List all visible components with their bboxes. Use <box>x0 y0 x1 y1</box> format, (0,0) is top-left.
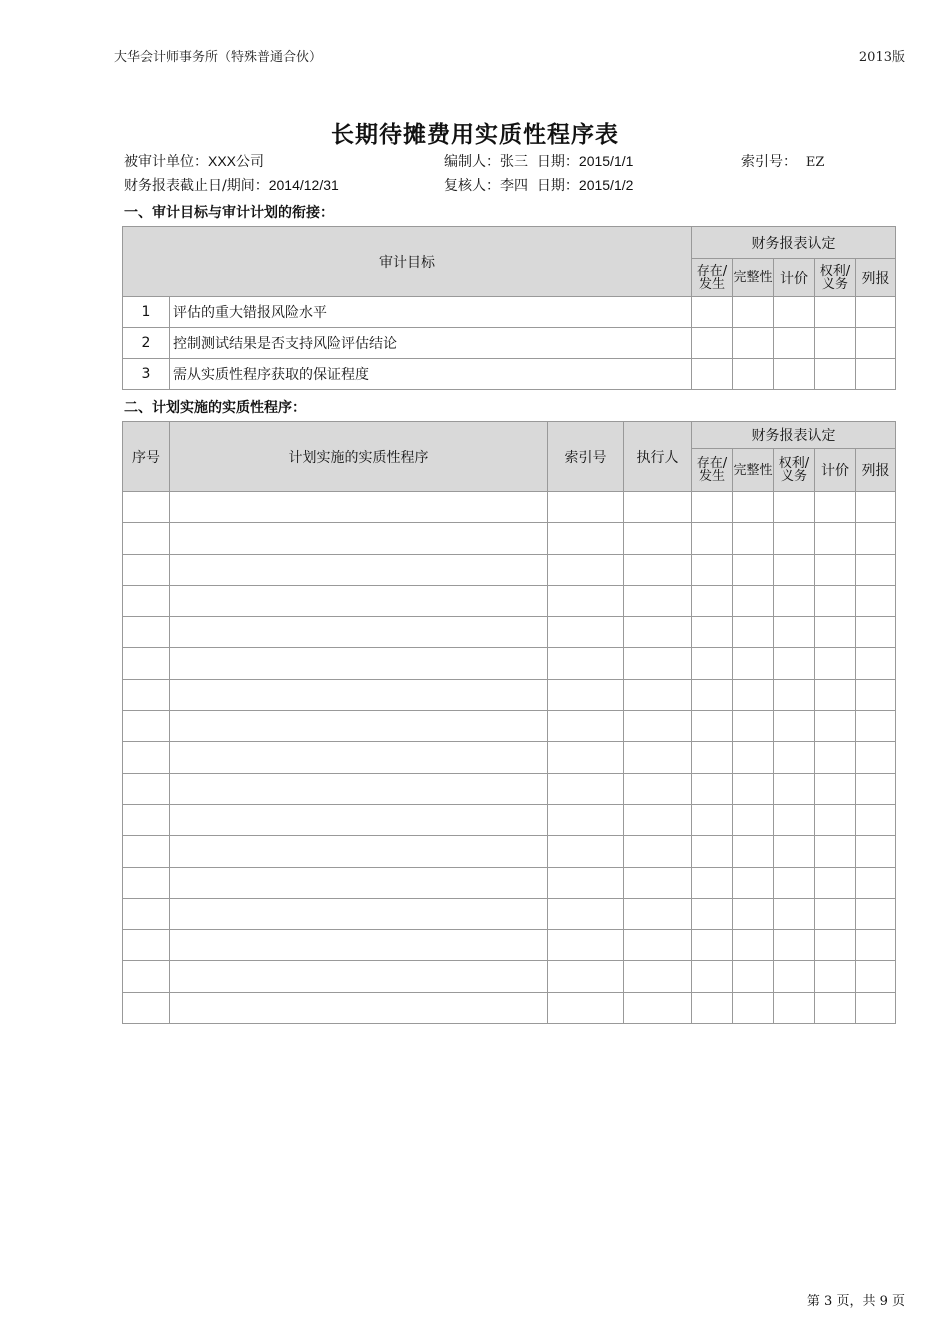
cell[interactable] <box>733 836 774 867</box>
cell[interactable] <box>856 742 896 773</box>
cell[interactable] <box>624 961 692 992</box>
cell[interactable] <box>692 930 733 961</box>
objective-header: 审计目标 <box>123 227 692 297</box>
cell[interactable] <box>692 961 733 992</box>
section2-heading: 二、计划实施的实质性程序： <box>124 400 306 416</box>
cell[interactable] <box>815 773 856 804</box>
cell[interactable] <box>733 297 774 328</box>
cell[interactable] <box>692 898 733 929</box>
cell[interactable] <box>692 992 733 1023</box>
table-row <box>123 679 896 710</box>
cell[interactable] <box>733 867 774 898</box>
cell[interactable] <box>170 585 548 616</box>
cell[interactable] <box>856 648 896 679</box>
row-text: 需从实质性程序获取的保证程度 <box>170 359 692 390</box>
cell[interactable] <box>815 328 856 359</box>
table-row <box>123 898 896 929</box>
assertion-existence: 存在/发生 <box>692 449 733 492</box>
cell[interactable] <box>774 523 815 554</box>
cell[interactable] <box>548 992 624 1023</box>
cell[interactable] <box>733 359 774 390</box>
cell[interactable] <box>733 773 774 804</box>
assertion-completeness: 完整性 <box>733 259 774 297</box>
cell[interactable] <box>170 961 548 992</box>
cell[interactable] <box>624 804 692 835</box>
table-row <box>123 867 896 898</box>
objectives-table <box>122 226 896 390</box>
cell[interactable] <box>815 523 856 554</box>
cell[interactable] <box>170 773 548 804</box>
cell[interactable] <box>548 773 624 804</box>
cell[interactable] <box>624 554 692 585</box>
assertion-rights: 权利/义务 <box>815 259 856 297</box>
cell[interactable] <box>733 585 774 616</box>
row-text: 评估的重大错报风险水平 <box>170 297 692 328</box>
version-label: 2013版 <box>858 50 905 65</box>
cell[interactable] <box>856 773 896 804</box>
assertion-valuation: 计价 <box>815 449 856 492</box>
cell[interactable] <box>692 297 733 328</box>
cell[interactable] <box>548 711 624 742</box>
cell[interactable] <box>774 617 815 648</box>
reviewer-date: 2015/1/2 <box>578 177 634 193</box>
cell[interactable] <box>123 648 170 679</box>
cell[interactable] <box>170 648 548 679</box>
cell[interactable] <box>692 492 733 523</box>
cell[interactable] <box>170 711 548 742</box>
cell[interactable] <box>815 679 856 710</box>
cell[interactable] <box>774 328 815 359</box>
cell[interactable] <box>856 523 896 554</box>
cell[interactable] <box>548 523 624 554</box>
cell[interactable] <box>733 328 774 359</box>
cell[interactable] <box>123 679 170 710</box>
cell[interactable] <box>856 297 896 328</box>
cell[interactable] <box>548 836 624 867</box>
cell[interactable] <box>815 867 856 898</box>
cell[interactable] <box>123 492 170 523</box>
cell[interactable] <box>856 930 896 961</box>
cell[interactable] <box>692 648 733 679</box>
table-row <box>123 554 896 585</box>
cell[interactable] <box>774 836 815 867</box>
cell[interactable] <box>692 585 733 616</box>
cell[interactable] <box>170 992 548 1023</box>
cell[interactable] <box>123 867 170 898</box>
cell[interactable] <box>624 648 692 679</box>
cell[interactable] <box>548 585 624 616</box>
cell[interactable] <box>815 898 856 929</box>
cell[interactable] <box>123 992 170 1023</box>
cell[interactable] <box>170 554 548 585</box>
no-header: 序号 <box>123 422 170 492</box>
cell[interactable] <box>692 328 733 359</box>
period-label: 财务报表截止日/期间： <box>124 178 269 194</box>
cell[interactable] <box>774 585 815 616</box>
cell[interactable] <box>624 523 692 554</box>
cell[interactable] <box>624 711 692 742</box>
index-line <box>741 151 824 171</box>
cell[interactable] <box>856 492 896 523</box>
cell[interactable] <box>624 742 692 773</box>
cell[interactable] <box>774 679 815 710</box>
cell[interactable] <box>548 867 624 898</box>
cell[interactable] <box>856 898 896 929</box>
cell[interactable] <box>856 554 896 585</box>
table-row <box>123 523 896 554</box>
cell[interactable] <box>548 492 624 523</box>
cell[interactable] <box>170 867 548 898</box>
cell[interactable] <box>815 585 856 616</box>
auditee-value: XXX公司 <box>208 153 265 169</box>
cell[interactable] <box>815 930 856 961</box>
table-row <box>123 742 896 773</box>
cell[interactable] <box>624 867 692 898</box>
section1-heading: 一、审计目标与审计计划的衔接： <box>124 205 334 221</box>
cell[interactable] <box>123 585 170 616</box>
assertion-presentation: 列报 <box>856 449 896 492</box>
cell[interactable] <box>692 804 733 835</box>
cell[interactable] <box>856 617 896 648</box>
executor-header: 执行人 <box>624 422 692 492</box>
cell[interactable] <box>733 679 774 710</box>
table-row <box>123 585 896 616</box>
cell[interactable] <box>624 617 692 648</box>
cell[interactable] <box>815 648 856 679</box>
cell[interactable] <box>548 617 624 648</box>
assertions-header: 财务报表认定 <box>692 422 896 449</box>
cell[interactable] <box>692 523 733 554</box>
cell[interactable] <box>774 711 815 742</box>
cell[interactable] <box>815 297 856 328</box>
cell[interactable] <box>733 898 774 929</box>
preparer-label: 编制人：张三 <box>444 154 528 170</box>
cell[interactable] <box>733 930 774 961</box>
cell[interactable] <box>548 898 624 929</box>
cell[interactable] <box>733 617 774 648</box>
cell[interactable] <box>123 804 170 835</box>
assertion-completeness: 完整性 <box>733 449 774 492</box>
cell[interactable] <box>170 836 548 867</box>
reviewer-line <box>444 175 633 195</box>
cell[interactable] <box>123 554 170 585</box>
cell[interactable] <box>123 523 170 554</box>
period-value: 2014/12/31 <box>268 177 339 193</box>
cell[interactable] <box>548 742 624 773</box>
reviewer-date-label: 日期： <box>536 178 579 194</box>
cell[interactable] <box>123 930 170 961</box>
cell[interactable] <box>774 492 815 523</box>
cell[interactable] <box>548 648 624 679</box>
cell[interactable] <box>123 773 170 804</box>
cell[interactable] <box>123 617 170 648</box>
cell[interactable] <box>170 804 548 835</box>
cell[interactable] <box>123 742 170 773</box>
auditee-label: 被审计单位： <box>124 154 208 170</box>
preparer-date: 2015/1/1 <box>578 153 634 169</box>
cell[interactable] <box>123 961 170 992</box>
cell[interactable] <box>815 961 856 992</box>
procedures-table <box>122 421 896 1024</box>
cell[interactable] <box>170 523 548 554</box>
table-row <box>123 836 896 867</box>
cell[interactable] <box>692 742 733 773</box>
cell[interactable] <box>774 359 815 390</box>
cell[interactable] <box>624 679 692 710</box>
assertion-existence: 存在/发生 <box>692 259 733 297</box>
table-row <box>123 930 896 961</box>
cell[interactable] <box>692 359 733 390</box>
table-row <box>123 492 896 523</box>
cell[interactable] <box>856 867 896 898</box>
cell[interactable] <box>170 617 548 648</box>
table-row <box>123 804 896 835</box>
cell[interactable] <box>733 648 774 679</box>
table-row <box>123 328 896 359</box>
assertions-header: 财务报表认定 <box>692 227 896 259</box>
cell[interactable] <box>123 836 170 867</box>
cell[interactable] <box>548 804 624 835</box>
cell[interactable] <box>624 930 692 961</box>
index-label: 索引号： <box>741 154 797 170</box>
cell[interactable] <box>774 930 815 961</box>
preparer-line <box>444 151 633 171</box>
index-value: EZ <box>805 155 825 170</box>
cell[interactable] <box>815 836 856 867</box>
cell[interactable] <box>624 773 692 804</box>
row-number: 1 <box>123 297 170 328</box>
table-row <box>123 648 896 679</box>
cell[interactable] <box>774 867 815 898</box>
page-number: 第 3 页，共 9 页 <box>806 1294 905 1309</box>
cell[interactable] <box>733 523 774 554</box>
cell[interactable] <box>856 359 896 390</box>
period-line <box>124 175 339 195</box>
cell[interactable] <box>774 297 815 328</box>
cell[interactable] <box>856 711 896 742</box>
table-row <box>123 297 896 328</box>
cell[interactable] <box>170 898 548 929</box>
cell[interactable] <box>774 898 815 929</box>
cell[interactable] <box>815 554 856 585</box>
cell[interactable] <box>856 804 896 835</box>
cell[interactable] <box>692 679 733 710</box>
cell[interactable] <box>774 554 815 585</box>
assertion-rights: 权利/义务 <box>774 449 815 492</box>
cell[interactable] <box>774 961 815 992</box>
cell[interactable] <box>774 992 815 1023</box>
cell[interactable] <box>733 992 774 1023</box>
cell[interactable] <box>170 679 548 710</box>
assertion-valuation: 计价 <box>774 259 815 297</box>
cell[interactable] <box>692 554 733 585</box>
cell[interactable] <box>692 711 733 742</box>
cell[interactable] <box>123 898 170 929</box>
cell[interactable] <box>548 961 624 992</box>
row-number: 3 <box>123 359 170 390</box>
table-row <box>123 617 896 648</box>
reviewer-label: 复核人：李四 <box>444 178 528 194</box>
preparer-date-label: 日期： <box>536 154 579 170</box>
cell[interactable] <box>624 585 692 616</box>
table-row <box>123 961 896 992</box>
cell[interactable] <box>815 804 856 835</box>
row-number: 2 <box>123 328 170 359</box>
table-row <box>123 773 896 804</box>
cell[interactable] <box>815 617 856 648</box>
cell[interactable] <box>733 554 774 585</box>
cell[interactable] <box>548 554 624 585</box>
cell[interactable] <box>624 492 692 523</box>
table-row <box>123 359 896 390</box>
cell[interactable] <box>815 359 856 390</box>
cell[interactable] <box>856 585 896 616</box>
cell[interactable] <box>856 328 896 359</box>
index-header: 索引号 <box>548 422 624 492</box>
cell[interactable] <box>815 711 856 742</box>
firm-name: 大华会计师事务所（特殊普通合伙） <box>114 50 323 65</box>
cell[interactable] <box>815 992 856 1023</box>
page-title: 长期待摊费用实质性程序表 <box>331 122 619 148</box>
cell[interactable] <box>774 804 815 835</box>
cell[interactable] <box>692 867 733 898</box>
cell[interactable] <box>856 992 896 1023</box>
cell[interactable] <box>733 961 774 992</box>
cell[interactable] <box>123 711 170 742</box>
cell[interactable] <box>733 711 774 742</box>
auditee-line <box>124 151 264 171</box>
cell[interactable] <box>774 648 815 679</box>
cell[interactable] <box>774 773 815 804</box>
cell[interactable] <box>856 679 896 710</box>
cell[interactable] <box>170 742 548 773</box>
cell[interactable] <box>733 804 774 835</box>
assertion-presentation: 列报 <box>856 259 896 297</box>
cell[interactable] <box>624 836 692 867</box>
cell[interactable] <box>856 961 896 992</box>
table-row <box>123 992 896 1023</box>
cell[interactable] <box>692 617 733 648</box>
row-text: 控制测试结果是否支持风险评估结论 <box>170 328 692 359</box>
cell[interactable] <box>624 898 692 929</box>
procedure-header: 计划实施的实质性程序 <box>170 422 548 492</box>
cell[interactable] <box>815 492 856 523</box>
table-row <box>123 711 896 742</box>
cell[interactable] <box>170 930 548 961</box>
cell[interactable] <box>733 492 774 523</box>
cell[interactable] <box>733 742 774 773</box>
cell[interactable] <box>548 930 624 961</box>
cell[interactable] <box>692 773 733 804</box>
cell[interactable] <box>692 836 733 867</box>
cell[interactable] <box>815 742 856 773</box>
cell[interactable] <box>548 679 624 710</box>
cell[interactable] <box>774 742 815 773</box>
cell[interactable] <box>624 992 692 1023</box>
cell[interactable] <box>170 492 548 523</box>
cell[interactable] <box>856 836 896 867</box>
